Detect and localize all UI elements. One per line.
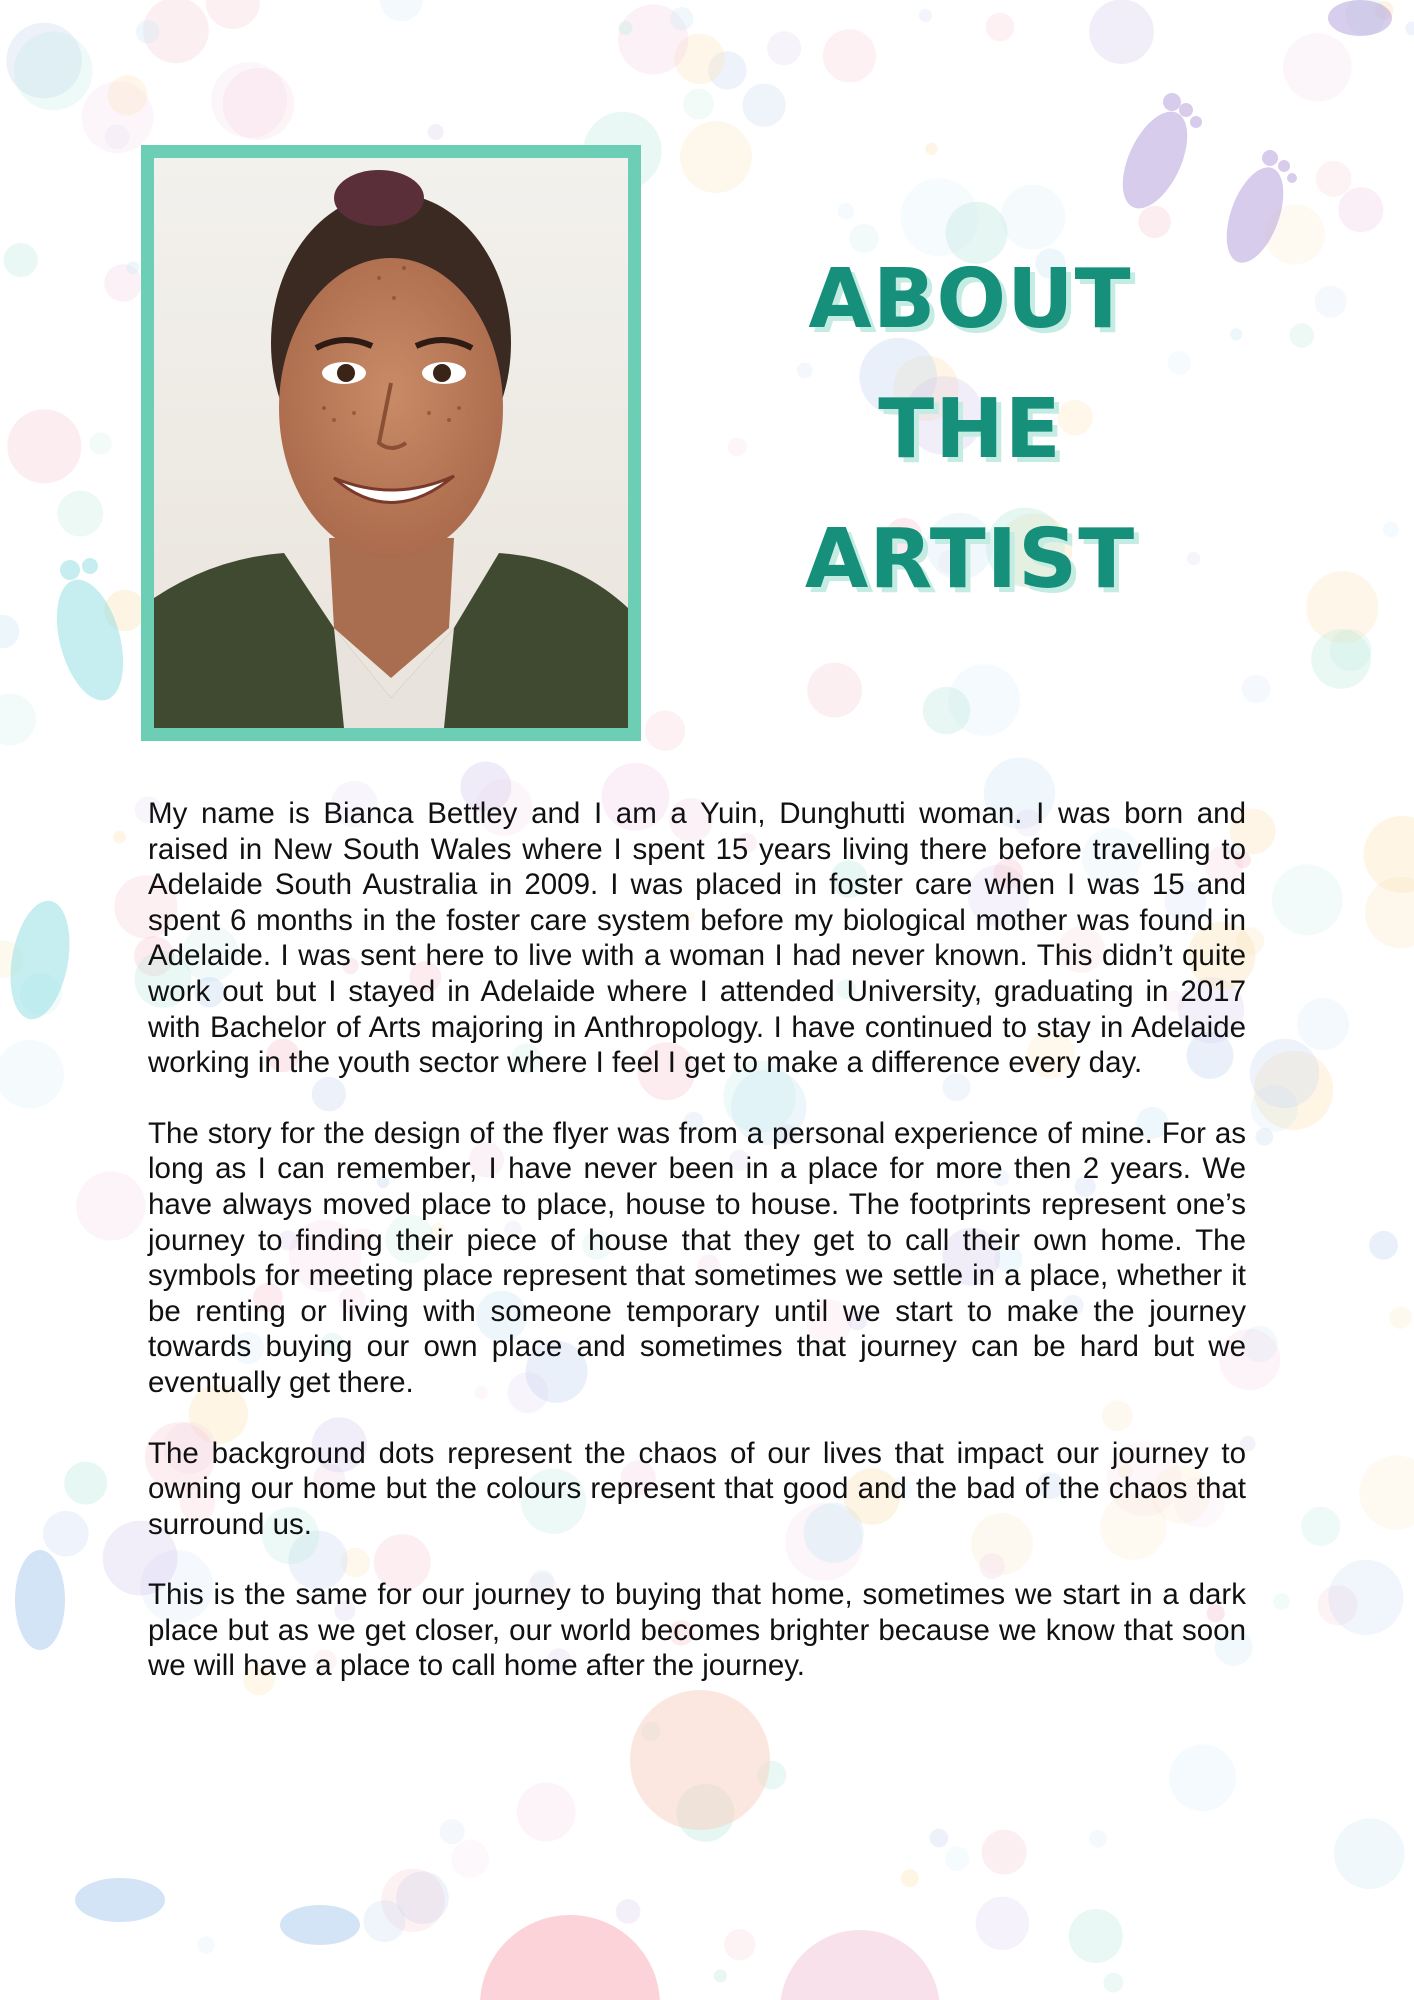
bio-paragraph-story: The story for the design of the flyer was from a personal experience of mine. For as long as I can remember, I have never been in a place for more then 2 years. We have always moved place to place, house to house. The footprints represent one’s journey to finding their piece of house that they get to call their own home. The symbols for meeting place represent that sometimes we settle in a place, whether it be renting or living with someone temporary until we start to make the journey towards buying our own place and sometimes that journey can be hard but we eventually get there. xyxy=(148,1116,1246,1399)
title-line-artist: ARTIST xyxy=(804,512,1136,607)
bio-paragraph-dots: The background dots represent the chaos of our lives that impact our journey to owning our home but the colours represent that good and the bad of the chaos that surround us. xyxy=(148,1436,1246,1541)
artist-photo-frame xyxy=(141,145,641,741)
artist-portrait-photo xyxy=(154,158,628,728)
title-line-the: THE xyxy=(878,382,1062,477)
bio-paragraph-intro: My name is Bianca Bettley and I am a Yuin, Dunghutti woman. I was born and raised in New South Wales where I spent 15 years living there before travelling to Adelaide South Australia in 2009. I was placed in foster care when I was 15 and spent 6 months in the foster care system before my biological mother was found in Adelaide. I was sent here to live with a woman I had never known. This didn’t quite work out but I stayed in Adelaide where I attended University, graduating in 2017 with Bachelor of Arts majoring in Anthropology. I have continued to stay in Adelaide working in the youth sector where I feel I get to make a difference every day. xyxy=(148,797,1246,1080)
title-line-about: ABOUT xyxy=(808,252,1132,347)
artist-biography xyxy=(148,796,1246,1719)
page-title xyxy=(760,235,1180,625)
bio-paragraph-journey: This is the same for our journey to buying that home, sometimes we start in a dark place but as we get closer, our world becomes brighter because we know that soon we will have a place to call home after the journey. xyxy=(148,1578,1246,1683)
